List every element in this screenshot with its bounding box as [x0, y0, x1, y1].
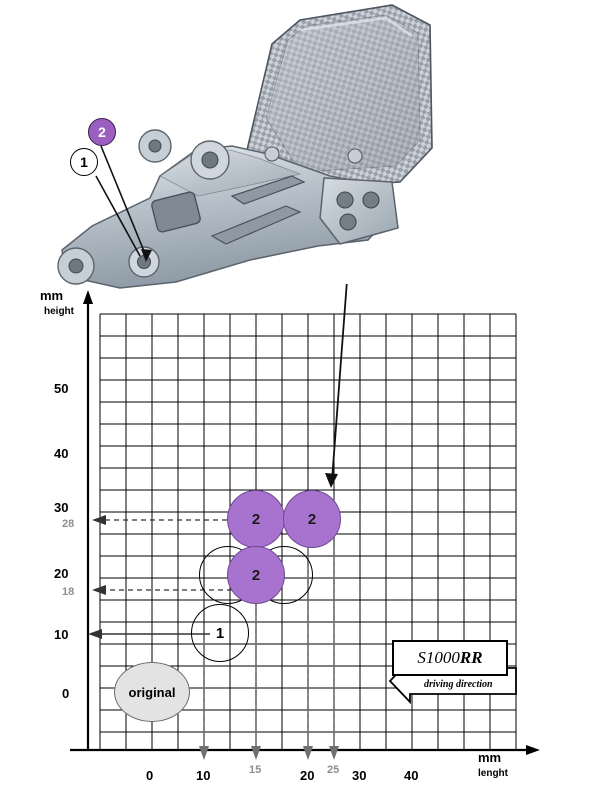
- x-axis-subtitle: lenght: [478, 768, 508, 779]
- x-tick-30: 30: [352, 768, 367, 783]
- x-tick-40: 40: [404, 768, 419, 783]
- y-tick-50: 50: [54, 381, 69, 396]
- callout-leader-lines: [0, 0, 605, 292]
- x-tick-20: 20: [300, 768, 315, 783]
- data-point-1-a: [191, 604, 249, 662]
- model-badge: [392, 640, 508, 676]
- x-aux-tick-15: 15: [249, 764, 262, 776]
- y-axis-title: mm: [40, 288, 64, 303]
- data-point-1-a-label: 1: [215, 624, 225, 642]
- callout-bubble-2-label: 2: [98, 124, 106, 140]
- data-point-original: [114, 662, 190, 722]
- model-badge-plain: S1000: [417, 648, 460, 667]
- model-badge-bold: RR: [459, 648, 483, 667]
- x-aux-tick-25: 25: [327, 764, 340, 776]
- y-tick-40: 40: [54, 446, 69, 461]
- data-point-original-label: original: [128, 684, 176, 700]
- data-point-2-a-label: 2: [251, 510, 261, 528]
- y-axis-subtitle: height: [44, 306, 74, 317]
- y-tick-10: 10: [54, 627, 69, 642]
- y-aux-tick-28: 28: [62, 518, 75, 530]
- y-tick-30: 30: [54, 500, 69, 515]
- x-tick-0: 0: [146, 768, 154, 783]
- data-point-2-b: [283, 490, 341, 548]
- data-point-2-a: [227, 490, 285, 548]
- data-point-2-b-label: 2: [307, 510, 317, 528]
- x-tick-10: 10: [196, 768, 211, 783]
- driving-direction-label: driving direction: [424, 679, 493, 690]
- data-point-2-c: [227, 546, 285, 604]
- x-axis-title: mm: [478, 750, 502, 765]
- data-point-2-c-label: 2: [251, 566, 261, 584]
- callout-bubble-1-label: 1: [80, 154, 88, 170]
- y-tick-0: 0: [62, 686, 70, 701]
- y-tick-20: 20: [54, 566, 69, 581]
- y-aux-tick-18: 18: [62, 586, 75, 598]
